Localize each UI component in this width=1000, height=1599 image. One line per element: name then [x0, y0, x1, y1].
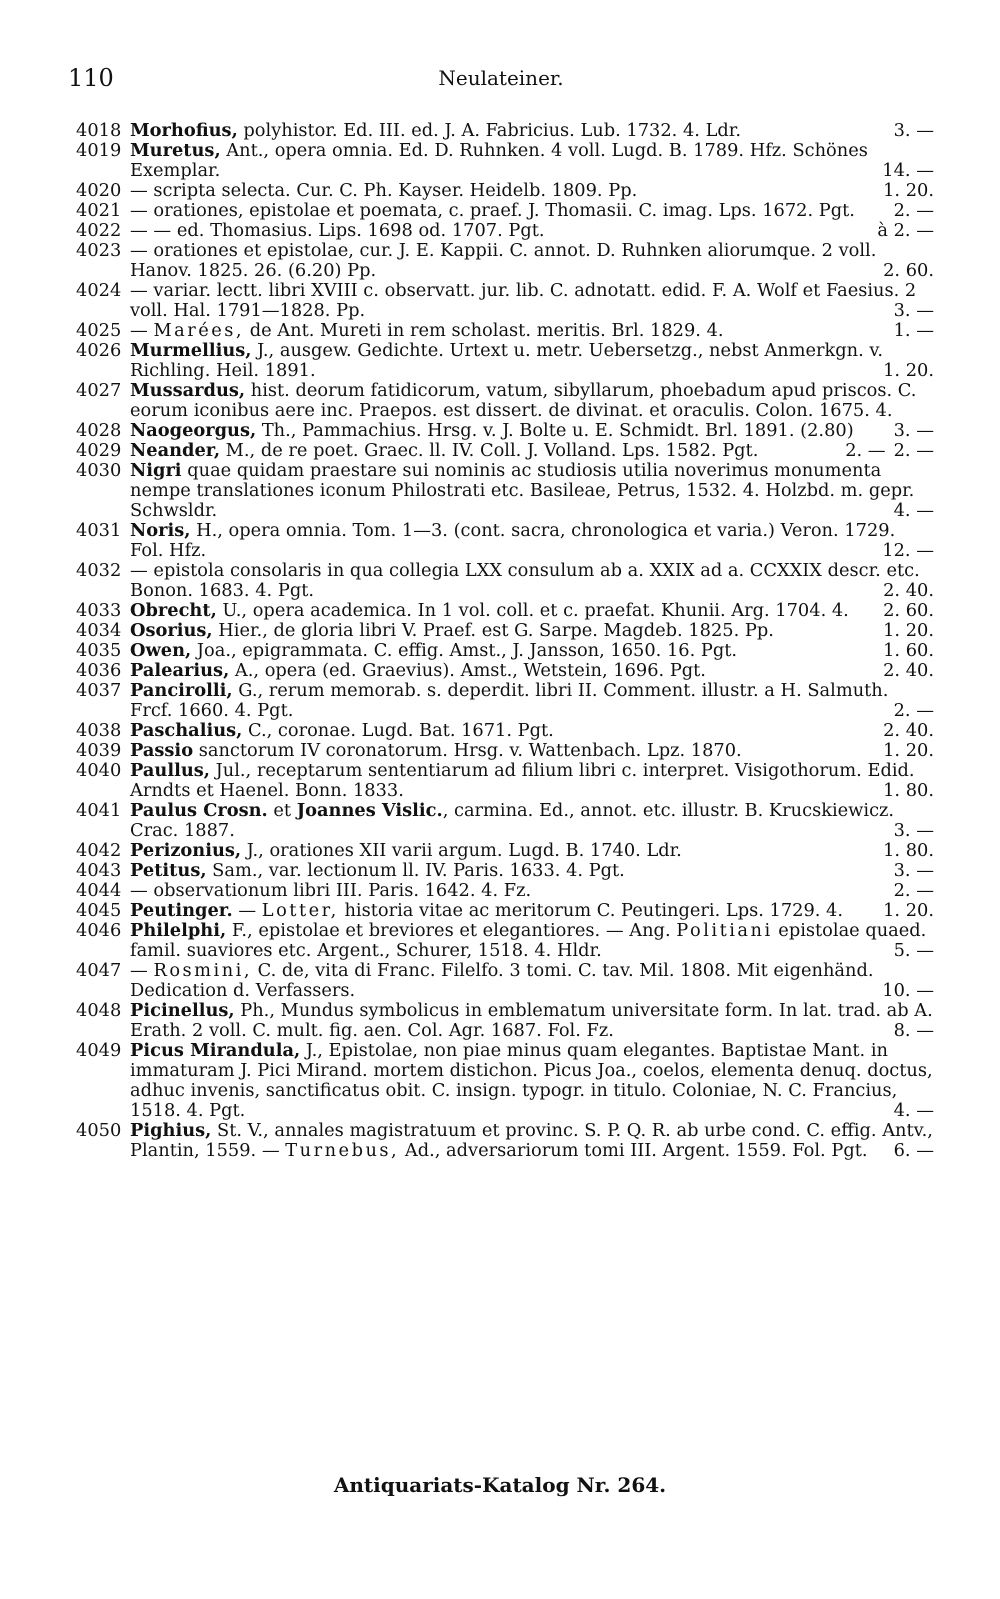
- entry-spaced-name: Marées,: [153, 320, 245, 341]
- entry-price: 1. —: [893, 320, 934, 341]
- catalog-entry: [76, 1001, 934, 1041]
- entry-author: Neander,: [130, 440, 221, 461]
- entry-spaced-name: Lotter,: [261, 900, 339, 921]
- entry-description: historia vitae ac meritorum C. Peutingeri. Lps. 1729. 4.: [338, 900, 844, 921]
- running-title: Neulateiner.: [438, 66, 564, 90]
- entry-number: 4032: [76, 560, 122, 581]
- entry-price: 5. —: [893, 940, 934, 961]
- entry-author: Noris,: [130, 520, 191, 541]
- catalog-entry: [76, 921, 934, 961]
- entry-number: 4048: [76, 1000, 122, 1021]
- entry-price: 3. —: [893, 120, 934, 141]
- entry-number: 4028: [76, 420, 122, 441]
- catalog-entry: [76, 641, 934, 661]
- entry-author: Palearius,: [130, 660, 230, 681]
- entry-price: 2. 60.: [883, 260, 934, 281]
- entry-description: J., orationes XII varii argum. Lugd. B. 1740. Ldr.: [241, 840, 682, 861]
- entry-number: 4026: [76, 340, 122, 361]
- entry-author: Joannes Vislic.: [296, 800, 443, 821]
- entry-number: 4031: [76, 520, 122, 541]
- catalog-entries: [76, 121, 934, 1161]
- catalog-entry: [76, 521, 934, 561]
- entry-number: 4027: [76, 380, 122, 401]
- entry-text: [130, 220, 934, 241]
- entry-price: 2. —: [845, 440, 886, 461]
- entry-description: — — ed. Thomasius. Lips. 1698 od. 1707. Pgt.: [130, 220, 545, 241]
- entry-price: 1. 60.: [883, 640, 934, 661]
- entry-spaced-name: Turnebus,: [285, 1140, 400, 1161]
- catalog-entry: [76, 241, 934, 281]
- entry-number: 4046: [76, 920, 122, 941]
- catalog-entry: [76, 721, 934, 741]
- entry-text: [130, 120, 934, 141]
- entry-text: [130, 200, 934, 221]
- entry-text: [130, 720, 934, 741]
- entry-description: C., coronae. Lugd. Bat. 1671. Pgt.: [242, 720, 554, 741]
- entry-description: — epistola consolaris in qua collegia LXX consulum ab a. XXIX ad a. CCXXIX descr. etc. Bonon. 1683. 4. Pgt.: [130, 560, 920, 601]
- entry-number: 4024: [76, 280, 122, 301]
- entry-description: Ad., adversariorum tomi III. Argent. 1559. Fol. Pgt.: [399, 1140, 868, 1161]
- page-header: [68, 64, 934, 98]
- entry-description: — orationes, epistolae et poemata, c. praef. J. Thomasii. C. imag. Lps. 1672. Pgt.: [130, 200, 855, 221]
- entry-author: Perizonius,: [130, 840, 242, 861]
- entry-number: 4041: [76, 800, 122, 821]
- entry-price: 2. 40.: [883, 580, 934, 601]
- entry-text: [130, 240, 934, 281]
- entry-number: 4019: [76, 140, 122, 161]
- entry-price: 2. —: [893, 440, 934, 461]
- entry-price: 1. 20.: [883, 620, 934, 641]
- entry-number: 4021: [76, 200, 122, 221]
- entry-number: 4038: [76, 720, 122, 741]
- catalog-entry: [76, 681, 934, 721]
- entry-number: 4029: [76, 440, 122, 461]
- catalog-entry: [76, 1121, 934, 1161]
- entry-price: 4. —: [893, 1100, 934, 1121]
- entry-spaced-name: Rosmini,: [153, 960, 252, 981]
- entry-spaced-name: Politiani: [676, 920, 773, 941]
- entry-number: 4037: [76, 680, 122, 701]
- catalog-entry: [76, 321, 934, 341]
- entry-author: Picus Mirandula,: [130, 1040, 301, 1061]
- entry-price: 3. —: [893, 420, 934, 441]
- entry-description: Joa., epigrammata. C. effig. Amst., J. Jansson, 1650. 16. Pgt.: [191, 640, 738, 661]
- entry-number: 4035: [76, 640, 122, 661]
- entry-number: 4039: [76, 740, 122, 761]
- entry-connector: et: [267, 800, 297, 821]
- entry-text: [130, 800, 934, 841]
- entry-author: Petitus,: [130, 860, 207, 881]
- entry-price: 1. 80.: [883, 780, 934, 801]
- entry-number: 4043: [76, 860, 122, 881]
- entry-description: H., opera omnia. Tom. 1—3. (cont. sacra, chronologica et varia.) Veron. 1729. Fol. Hfz.: [130, 520, 896, 561]
- entry-price: 3. —: [893, 860, 934, 881]
- entry-description: epistolae quaed. famil. suaviores etc. Argent., Schurer, 1518. 4. Hldr.: [130, 920, 927, 961]
- catalog-entry: [76, 861, 934, 881]
- entry-description: Hier., de gloria libri V. Praef. est G. Sarpe. Magdeb. 1825. Pp.: [212, 620, 774, 641]
- catalog-entry: [76, 141, 934, 181]
- entry-dash: —: [130, 960, 154, 981]
- entry-number: 4020: [76, 180, 122, 201]
- entry-price: 2. —: [893, 700, 934, 721]
- entry-price: 2. 40.: [883, 720, 934, 741]
- entry-description: G., rerum memorab. s. deperdit. libri II. Comment. illustr. a H. Salmuth. Frcf. 1660. 4. Pgt.: [130, 680, 889, 721]
- entry-text: [130, 440, 886, 461]
- entry-text: [130, 600, 934, 621]
- catalog-entry: [76, 441, 934, 461]
- catalog-entry: [76, 121, 934, 141]
- entry-price: 4. —: [893, 500, 934, 521]
- page-number: 110: [68, 64, 114, 92]
- entry-number: 4047: [76, 960, 122, 981]
- entry-description: hist. deorum fatidicorum, vatum, sibyllarum, phoebadum apud priscos. C. eorum iconibus aere inc. Praepos. est dissert. de divinat. et oraculis. Colon. 1675. 4.: [130, 380, 917, 421]
- entry-text: [130, 340, 934, 381]
- entry-number: 4030: [76, 460, 122, 481]
- entry-description: Ant., opera omnia. Ed. D. Ruhnken. 4 voll. Lugd. B. 1789. Hfz. Schönes Exemplar.: [130, 140, 868, 181]
- entry-description: St. V., annales magistratuum et provinc. S. P. Q. R. ab urbe cond. C. effig. Antv., Plantin, 1559. —: [130, 1120, 933, 1161]
- entry-text: [130, 1040, 933, 1121]
- entry-price: 10. —: [882, 980, 934, 1001]
- catalog-entry: [76, 601, 934, 621]
- entry-text: [130, 560, 934, 601]
- entry-text: [130, 660, 934, 681]
- entry-text: [130, 680, 934, 721]
- entry-dash: —: [232, 900, 262, 921]
- entry-price: 2. —: [893, 200, 934, 221]
- entry-price: 8. —: [893, 1020, 934, 1041]
- entry-author: Morhofius,: [130, 120, 238, 141]
- entry-text: [130, 520, 934, 561]
- entry-author: Pancirolli,: [130, 680, 233, 701]
- entry-number: 4050: [76, 1120, 122, 1141]
- entry-number: 4025: [76, 320, 122, 341]
- entry-price: 12. —: [882, 540, 934, 561]
- entry-price: 1. 20.: [883, 900, 934, 921]
- entry-author: Nigri: [130, 460, 182, 481]
- entry-text: [130, 620, 934, 641]
- catalog-entry: [76, 901, 934, 921]
- entry-author: Murmellius,: [130, 340, 252, 361]
- entry-author: Mussardus,: [130, 380, 246, 401]
- entry-number: 4036: [76, 660, 122, 681]
- entry-number: 4045: [76, 900, 122, 921]
- entry-description: — scripta selecta. Cur. C. Ph. Kayser. Heidelb. 1809. Pp.: [130, 180, 638, 201]
- entry-dash: —: [130, 320, 154, 341]
- entry-description: M., de re poet. Graec. ll. IV. Coll. J. Volland. Lps. 1582. Pgt.: [220, 440, 759, 461]
- entry-author: Owen,: [130, 640, 192, 661]
- entry-author: Picinellus,: [130, 1000, 235, 1021]
- catalog-entry: [76, 281, 934, 321]
- entry-text: [130, 840, 934, 861]
- entry-author: Paschalius,: [130, 720, 243, 741]
- entry-author: Naogeorgus,: [130, 420, 257, 441]
- entry-text: [130, 140, 934, 181]
- catalog-entry: [76, 341, 934, 381]
- catalog-entry: [76, 841, 934, 861]
- entry-text: [130, 640, 934, 661]
- entry-description: — observationum libri III. Paris. 1642. 4. Fz.: [130, 880, 532, 901]
- entry-text: [130, 280, 934, 321]
- entry-description: F., epistolae et breviores et elegantiores. — Ang.: [226, 920, 677, 941]
- entry-description: J., ausgew. Gedichte. Urtext u. metr. Uebersetzg., nebst Anmerkgn. v. Richling. Heil. 1891.: [130, 340, 884, 381]
- entry-description: Ph., Mundus symbolicus in emblematum universitate form. In lat. trad. ab A. Erath. 2 voll. C. mult. fig. aen. Col. Agr. 1687. Fol. Fz.: [130, 1000, 933, 1041]
- entry-price: 6. —: [893, 1140, 934, 1161]
- entry-text: [130, 960, 934, 1001]
- entry-price: 1. 20.: [883, 740, 934, 761]
- entry-author: Pighius,: [130, 1120, 212, 1141]
- catalog-footer: Antiquariats-Katalog Nr. 264.: [333, 1473, 667, 1497]
- entry-text: [130, 460, 934, 521]
- entry-price: 1. 80.: [883, 840, 934, 861]
- catalog-entry: [76, 621, 934, 641]
- catalog-entry: [76, 461, 934, 521]
- entry-text: [130, 900, 934, 921]
- entry-number: 4042: [76, 840, 122, 861]
- entry-author: Philelphi,: [130, 920, 227, 941]
- entry-description: C. de, vita di Franc. Filelfo. 3 tomi. C. tav. Mil. 1808. Mit eigenhänd. Dedication d. Verfassers.: [130, 960, 874, 1001]
- entry-author: Muretus,: [130, 140, 221, 161]
- entry-text: [130, 880, 934, 901]
- entry-number: 4033: [76, 600, 122, 621]
- catalog-entry: [76, 661, 934, 681]
- entry-author: Obrecht,: [130, 600, 217, 621]
- entry-text: [130, 320, 934, 341]
- entry-number: 4018: [76, 120, 122, 141]
- entry-text: [130, 920, 934, 961]
- entry-price: 2. 60.: [883, 600, 934, 621]
- catalog-entry: [76, 881, 934, 901]
- entry-description: Jul., receptarum sententiarum ad filium libri c. interpret. Visigothorum. Edid. Arndts et Haenel. Bonn. 1833.: [130, 760, 915, 801]
- entry-description: — variar. lectt. libri XVIII c. observatt. jur. lib. C. adnotatt. edid. F. A. Wolf et Faesius. 2 voll. Hal. 1791—1828. Pp.: [130, 280, 917, 321]
- entry-description: de Ant. Mureti in rem scholast. meritis. Brl. 1829. 4.: [244, 320, 724, 341]
- entry-description: Th., Pammachius. Hrsg. v. J. Bolte u. E. Schmidt. Brl. 1891. (2.80): [256, 420, 854, 441]
- entry-author: Osorius,: [130, 620, 213, 641]
- entry-number: 4022: [76, 220, 122, 241]
- entry-author: Passio: [130, 740, 194, 761]
- entry-number: 4049: [76, 1040, 122, 1061]
- entry-text: [130, 860, 934, 881]
- entry-text: [130, 760, 934, 801]
- entry-text: [130, 1000, 933, 1041]
- entry-number: 4034: [76, 620, 122, 641]
- entry-description: polyhistor. Ed. III. ed. J. A. Fabricius. Lub. 1732. 4. Ldr.: [237, 120, 741, 141]
- entry-text: [130, 1120, 933, 1161]
- entry-number: 4040: [76, 760, 122, 781]
- entry-description: U., opera academica. In 1 vol. coll. et c. praefat. Khunii. Arg. 1704. 4.: [216, 600, 849, 621]
- entry-price: 2. 40.: [883, 660, 934, 681]
- entry-description: , carmina. Ed., annot. etc. illustr. B. Krucskiewicz. Crac. 1887.: [130, 800, 895, 841]
- catalog-entry: [76, 741, 934, 761]
- entry-price: 3. —: [893, 300, 934, 321]
- entry-description: sanctorum IV coronatorum. Hrsg. v. Wattenbach. Lpz. 1870.: [193, 740, 742, 761]
- entry-author: Paulus Crosn.: [130, 800, 268, 821]
- entry-price: 1. 20.: [883, 180, 934, 201]
- catalog-entry: [76, 181, 934, 201]
- entry-author: Peutinger.: [130, 900, 233, 921]
- catalog-entry: [76, 1041, 934, 1121]
- entry-price: 1. 20.: [883, 360, 934, 381]
- entry-description: A., opera (ed. Graevius). Amst., Wetstein, 1696. Pgt.: [229, 660, 706, 681]
- entry-description: — orationes et epistolae, cur. J. E. Kappii. C. annot. D. Ruhnken aliorumque. 2 voll. Hanov. 1825. 26. (6.20) Pp.: [130, 240, 877, 281]
- entry-number: 4044: [76, 880, 122, 901]
- entry-description: Sam., var. lectionum ll. IV. Paris. 1633. 4. Pgt.: [206, 860, 625, 881]
- entry-price: à 2. —: [877, 220, 934, 241]
- entry-price: 3. —: [893, 820, 934, 841]
- catalog-entry: [76, 801, 934, 841]
- catalog-entry: [76, 201, 934, 221]
- catalog-entry: [76, 221, 934, 241]
- entry-price: 2. —: [893, 880, 934, 901]
- entry-price: 14. —: [882, 160, 934, 181]
- entry-text: [130, 740, 934, 761]
- catalog-entry: [76, 561, 934, 601]
- catalog-entry: [76, 761, 934, 801]
- entry-author: Paullus,: [130, 760, 210, 781]
- entry-text: [130, 180, 934, 201]
- entry-description: J., Epistolae, non piae minus quam elegantes. Baptistae Mant. in immaturam J. Pici Mirand. mortem distichon. Picus Joa., coelos, elementa denuq. doctus, adhuc invenis, sanctificatus obit. C. insign. typogr. in titulo. Coloniae, N. C. Francius, 1518. 4. Pgt.: [130, 1040, 933, 1121]
- entry-number: 4023: [76, 240, 122, 261]
- catalog-entry: [76, 961, 934, 1001]
- entry-description: quae quidam praestare sui nominis ac studiosis utilia noverimus monumenta nempe translationes iconum Philostrati etc. Basileae, Petrus, 1532. 4. Holzbd. m. gepr. Schwsldr.: [130, 460, 915, 521]
